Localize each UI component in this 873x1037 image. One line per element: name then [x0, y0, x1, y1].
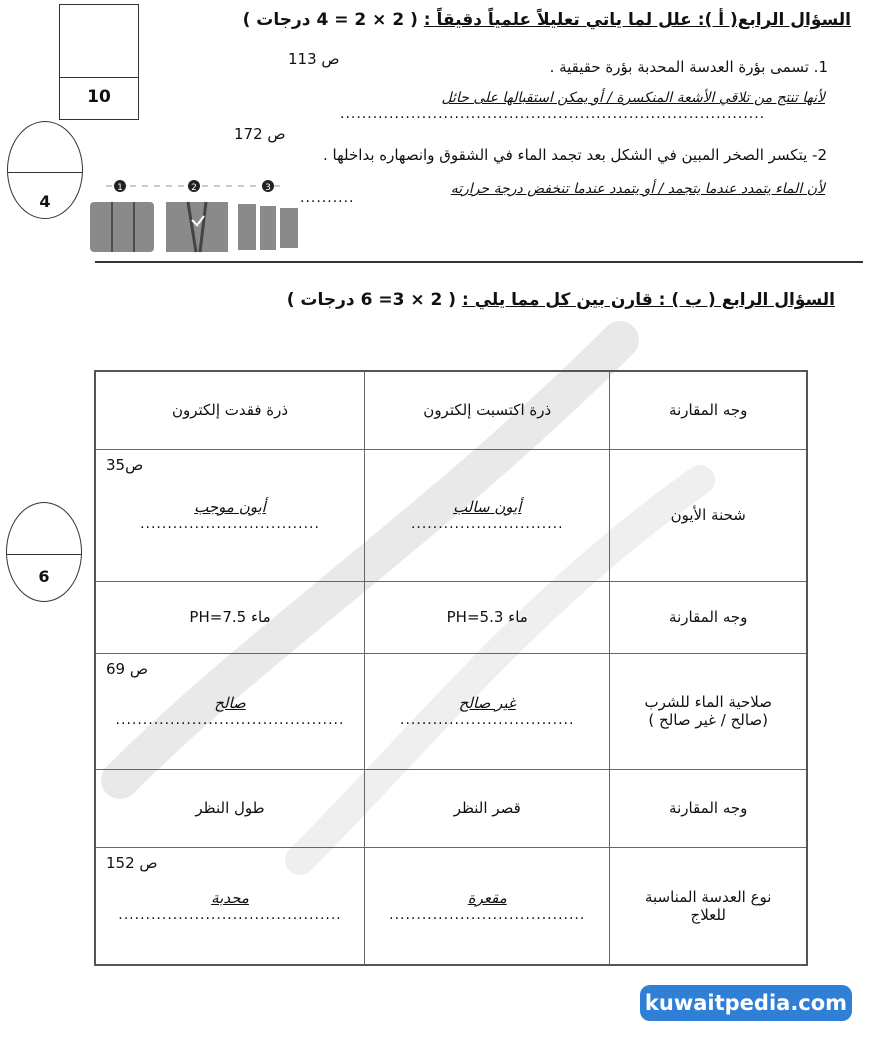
cell-col-a	[365, 449, 610, 581]
cell-label: وجه المقارنة	[610, 371, 807, 449]
q2-page-ref: ص 172	[234, 125, 286, 143]
table-row	[95, 371, 807, 449]
cell-col-b: ذرة فقدت إلكترون	[95, 371, 365, 449]
cell-col-a	[365, 653, 610, 769]
q1-answer-line: ..............................................................................	[340, 106, 766, 122]
section-a-marks: ( 2 × 2 = 4 درجات )	[242, 10, 418, 30]
q2-answer-line: ..........	[300, 190, 355, 206]
comparison-table	[94, 370, 808, 966]
q1-answer: لأنها تنتج من تلاقي الأشعة المنكسرة / أو يمكن استقبالها على حائل	[441, 90, 825, 106]
section-b-title-label: السؤال الرابع ( ب ) : قارن بين كل مما يلي :	[462, 290, 835, 310]
cell-answer: مقعرة	[467, 888, 507, 907]
figure-step-3: 3	[265, 183, 271, 193]
table-row	[95, 449, 807, 581]
total-score: 10	[87, 87, 111, 107]
cell-dots: ............................	[410, 516, 564, 532]
section-a-title-label: السؤال الرابع( أ ): علل لما ياتي تعليلاً علمياً دقيقاً :	[423, 10, 851, 30]
cell-answer: أيون سالب	[453, 498, 522, 516]
cell-answer: محدبة	[211, 888, 249, 907]
table-row	[95, 769, 807, 847]
kuwaitpedia-logo: kuwaitpedia.com	[640, 985, 852, 1021]
cell-page-ref: ص35	[106, 455, 144, 474]
cell-dots: .........................................	[118, 906, 342, 923]
section-divider	[95, 261, 863, 263]
rock-weathering-figure	[88, 180, 303, 254]
section-b-marks: ( 2 × 3= 6 درجات )	[286, 290, 457, 310]
cell-label: نوع العدسة المناسبة للعلاج	[610, 847, 807, 965]
cell-col-b	[95, 847, 365, 965]
cell-col-a: ماء PH=5.3	[365, 581, 610, 653]
cell-col-b: طول النظر	[95, 769, 365, 847]
cell-page-ref: ص 69	[106, 659, 148, 678]
score-oval-b	[6, 502, 82, 602]
cell-dots: ..........................................	[115, 712, 345, 728]
score-a: 4	[39, 192, 51, 211]
score-b: 6	[38, 567, 50, 586]
table-row	[95, 847, 807, 965]
cell-label: شحنة الأيون	[610, 449, 807, 581]
figure-step-2: 2	[191, 183, 197, 193]
q2-answer: لأن الماء يتمدد عندما يتجمد / أو يتمدد عندما تنخفض درجة حرارته	[450, 181, 825, 197]
section-a-title	[231, 10, 851, 30]
q2-text: 2- يتكسر الصخر المبين في الشكل بعد تجمد الماء في الشقوق وانصهاره بداخلها .	[323, 146, 827, 164]
cell-col-b	[95, 449, 365, 581]
cell-col-a: قصر النظر	[365, 769, 610, 847]
q1-page-ref: ص 113	[288, 50, 340, 68]
cell-col-b	[95, 653, 365, 769]
cell-answer: صالح	[214, 694, 246, 712]
cell-answer: غير صالح	[458, 694, 516, 712]
cell-answer: أيون موجب	[194, 498, 266, 516]
cell-dots: ................................	[400, 712, 575, 728]
total-score-box	[59, 4, 139, 120]
q1-text: 1. تسمى بؤرة العدسة المحدبة بؤرة حقيقية .	[549, 58, 828, 76]
table-row	[95, 653, 807, 769]
cell-label: وجه المقارنة	[610, 581, 807, 653]
table-row	[95, 581, 807, 653]
cell-label: صلاحية الماء للشرب (صالح / غير صالح )	[610, 653, 807, 769]
figure-step-1: 1	[117, 183, 123, 193]
section-b-title	[275, 290, 835, 310]
cell-col-b: ماء PH=7.5	[95, 581, 365, 653]
score-oval-a	[7, 121, 83, 219]
cell-col-a	[365, 847, 610, 965]
cell-col-a: ذرة اكتسبت إلكترون	[365, 371, 610, 449]
cell-label: وجه المقارنة	[610, 769, 807, 847]
cell-dots: .................................	[140, 516, 320, 532]
cell-dots: ....................................	[389, 906, 586, 923]
cell-page-ref: ص 152	[106, 853, 158, 872]
